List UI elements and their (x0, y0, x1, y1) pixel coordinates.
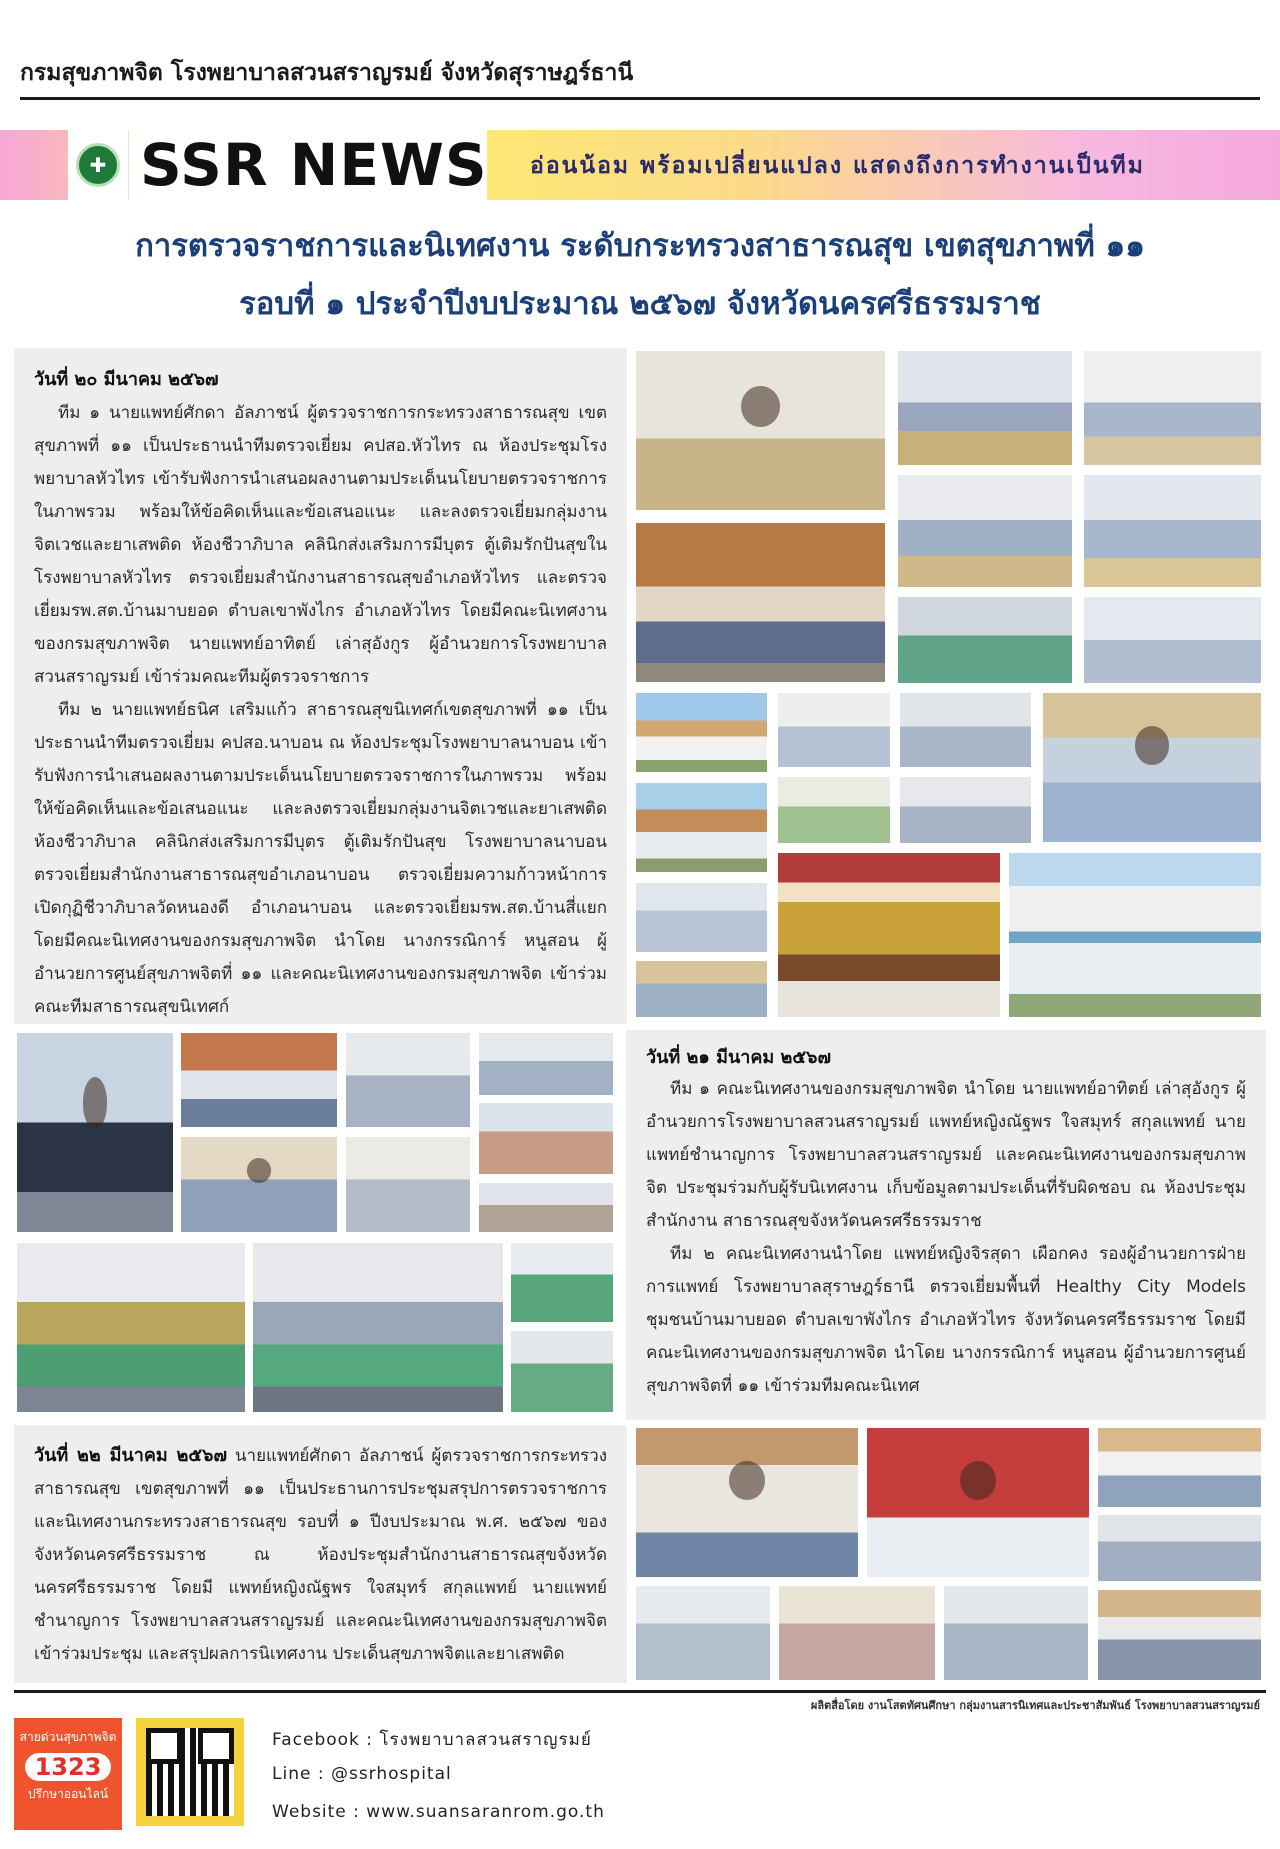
photo-conference-hall (1095, 1587, 1264, 1683)
line-contact: Line : @ssrhospital (272, 1764, 452, 1784)
photo-meeting (343, 1134, 473, 1235)
photo-speaker (178, 1134, 340, 1235)
photo-meeting (941, 1583, 1091, 1683)
hotline-subtitle: ปรึกษาออนไลน์ (27, 1787, 109, 1801)
photo-meeting-green (895, 594, 1075, 686)
day1-panel (14, 348, 627, 1024)
headline-line-1: การตรวจราชการและนิเทศงาน ระดับกระทรวงสาธารณสุข เขตสุขภาพที่ ๑๑ (135, 228, 1145, 264)
day1-team1-paragraph: ทีม ๑ นายแพทย์ศักดา อัลภาชน์ ผู้ตรวจราชการกระทรวงสาธารณสุข เขตสุขภาพที่ ๑๑ เป็นประธานนำทีมตรวจเยี่ยม คปสอ.หัวไทร ณ ห้องประชุมโรงพยาบาลหัวไทร เข้ารับฟังการนำเสนอผลงานตามประเด็นนโยบายตรวจราชการในภาพรวม พร้อมให้ข้อคิดเห็นและข้อเสนอแนะ และลงตรวจเยี่ยมกลุ่มงานจิตเวชและยาเสพติด ห้องชีวาภิบาล คลินิกส่งเสริมการมีบุตร ตู้เติมรักปันสุขในโรงพยาบาลหัวไทร ตรวจเยี่ยมสำนักงานสาธารณสุขอำเภอหัวไทร และตรวจเยี่ยมรพ.สต.บ้านมาบยอด ตำบลเขาพังไกร อำเภอหัวไทร โดยมีคณะนิเทศงานของกรมสุขภาพจิต นายแพทย์อาทิตย์ เล่าสุอังกูร ผู้อำนวยการโรงพยาบาลสวนสราญรมย์ เข้าร่วมคณะทีมผู้ตรวจราชการ (34, 403, 607, 687)
day2-body (646, 1073, 1246, 1403)
day3-panel (14, 1425, 627, 1683)
photo-meeting (775, 774, 893, 846)
photo-conference-hall (508, 1328, 616, 1415)
photo-conference-hall (250, 1240, 506, 1415)
photo-group (633, 958, 770, 1020)
headline-line-2: รอบที่ ๑ ประจำปีงบประมาณ ๒๕๖๗ จังหวัดนครศรีธรรมราช (239, 286, 1041, 322)
hotline-title: สายด่วนสุขภาพจิต (19, 1730, 117, 1744)
photo-meeting (476, 1100, 616, 1177)
day2-date: วันที่ ๒๑ มีนาคม ๒๕๖๗ (646, 1047, 832, 1068)
footer-divider (14, 1690, 1266, 1693)
photo-meeting (776, 1583, 938, 1683)
day2-panel (626, 1030, 1266, 1420)
department-of-mental-health-logo-icon: ✚ (76, 143, 120, 187)
day3-date: วันที่ ๒๒ มีนาคม ๒๕๖๗ (34, 1445, 227, 1466)
photo-meeting-chair (633, 1425, 861, 1580)
photo-speaker (1040, 690, 1264, 845)
photo-meeting-room (895, 472, 1075, 590)
hotline-number: 1323 (25, 1753, 112, 1781)
day2-team2-paragraph: ทีม ๒ คณะนิเทศงานนำโดย แพทย์หญิงจิรสุดา เผือกคง รองผู้อำนวยการฝ่ายการแพทย์ โรงพยาบาลสุราษฎร์ธานี ตรวจเยี่ยมพื้นที่ Healthy City Models ชุมชนบ้านมาบยอด ตำบลเขาพังไกร อำเภอหัวไทร จังหวัดนครศรีธรรมราช โดยมีคณะนิเทศงานของกรมสุขภาพจิต นำโดย นางกรรณิการ์ หนูสอน ผู้อำนวยการศูนย์สุขภาพจิตที่ ๑๑ เข้าร่วมทีมคณะนิเทศ (646, 1244, 1246, 1396)
photo-meeting-chair (633, 348, 888, 513)
slogan: อ่อนน้อม พร้อมเปลี่ยนแปลง แสดงถึงการทำงานเป็นทีม (530, 153, 1145, 179)
newsletter-name: SSR NEWS (140, 131, 488, 199)
production-credit: ผลิตสื่อโดย งานโสตทัศนศึกษา กลุ่มงานสารนิเทศและประชาสัมพันธ์ โรงพยาบาลสวนสราญรมย์ (810, 1699, 1260, 1712)
newsletter-banner (0, 130, 1280, 200)
photo-meeting (178, 1030, 340, 1130)
photo-meeting-room (895, 348, 1075, 468)
photo-group-building (633, 520, 888, 685)
website-contact: Website : www.suansaranrom.go.th (272, 1802, 605, 1822)
photo-award-ceremony (864, 1425, 1092, 1580)
photo-meeting (897, 774, 1034, 846)
photo-meeting (897, 690, 1034, 770)
photo-meeting (633, 1583, 773, 1683)
photo-meeting (775, 690, 893, 770)
day1-date: วันที่ ๒๐ มีนาคม ๒๕๖๗ (34, 369, 219, 390)
day2-team1-paragraph: ทีม ๑ คณะนิเทศงานของกรมสุขภาพจิต นำโดย นายแพทย์อาทิตย์ เล่าสุอังกูร ผู้อำนวยการโรงพยาบาลสวนสราญรมย์ แพทย์หญิงณัฐพร ใจสมุทร์ สกุลแพทย์ นายแพทย์ชำนาญการ โรงพยาบาลสวนสราญรมย์ และคณะนิเทศงานของกรมสุขภาพจิต ประชุมร่วมกับผู้รับนิเทศงาน เก็บข้อมูลตามประเด็นที่รับผิดชอบ ณ ห้องประชุมสำนักงาน สาธารณสุขจังหวัดนครศรีธรรมราช (646, 1079, 1246, 1231)
day3-paragraph: นายแพทย์ศักดา อัลภาชน์ ผู้ตรวจราชการกระทรวงสาธารณสุข เขตสุขภาพที่ ๑๑ เป็นประธานการประชุมสรุปการตรวจราชการและนิเทศงานกระทรวงสาธารณสุข รอบที่ ๑ ปีงบประมาณ พ.ศ. ๒๕๖๗ ของจังหวัดนครศรีธรรมราช ณ ห้องประชุมสำนักงานสาธารณสุขจังหวัดนครศรีธรรมราช โดยมี แพทย์หญิงณัฐพร ใจสมุทร์ สกุลแพทย์ นายแพทย์ชำนาญการ โรงพยาบาลสวนสราญรมย์ และคณะนิเทศงานของกรมสุขภาพจิต เข้าร่วมประชุม และสรุปผลการนิเทศงาน ประเด็นสุขภาพจิตและยาเสพติด (34, 1446, 607, 1664)
qr-code-frame (136, 1718, 244, 1826)
photo-temple-buddha (775, 850, 1003, 1020)
agency-title: กรมสุขภาพจิต โรงพยาบาลสวนสราญรมย์ จังหวัดสุราษฎร์ธานี (20, 60, 634, 86)
photo-group-outdoor (633, 780, 770, 875)
mental-health-hotline-badge (14, 1718, 122, 1830)
photo-group-hospital (1006, 850, 1264, 1020)
logo-box (68, 130, 128, 200)
photo-meeting (343, 1030, 473, 1130)
qr-code-icon (146, 1728, 234, 1816)
photo-group-outdoor (633, 690, 770, 775)
day3-body (34, 1439, 607, 1671)
photo-speaker-laptop (14, 1030, 176, 1235)
photo-meeting (476, 1180, 616, 1235)
header-divider (20, 97, 1260, 100)
day1-team2-paragraph: ทีม ๒ นายแพทย์ธนิศ เสริมแก้ว สาธารณสุขนิเทศก์เขตสุขภาพที่ ๑๑ เป็นประธานนำทีมตรวจเยี่ยม คปสอ.นาบอน ณ ห้องประชุมโรงพยาบาลนาบอน เข้ารับฟังการนำเสนอผลงานตามประเด็นนโยบายตรวจราชการในภาพรวม พร้อมให้ข้อคิดเห็นและข้อเสนอแนะ และลงตรวจเยี่ยมกลุ่มงานจิตเวชและยาเสพติด ห้องชีวาภิบาล คลินิกส่งเสริมการมีบุตร ตู้เติมรักปันสุข โรงพยาบาลนาบอน ตรวจเยี่ยมสำนักงานสาธารณสุขอำเภอนาบอน ตรวจเยี่ยมความก้าวหน้าการเปิดกุฏิชีวาภิบาลวัดหนองดี อำเภอนาบอน และตรวจเยี่ยมรพ.สต.บ้านสี่แยก โดยมีคณะนิเทศงานของกรมสุขภาพจิต นำโดย นางกรรณิการ์ หนูสอน ผู้อำนวยการศูนย์สุขภาพจิตที่ ๑๑ และคณะนิเทศงานของกรมสุขภาพจิต เข้าร่วมคณะทีมสาธารณสุขนิเทศก์ (34, 700, 607, 1017)
photo-conference-hall (508, 1240, 616, 1325)
photo-meeting-room (1081, 348, 1264, 468)
photo-group (633, 880, 770, 955)
photo-conference-hall (14, 1240, 248, 1415)
day1-body (34, 397, 607, 1024)
photo-meeting-room (1081, 472, 1264, 590)
photo-meeting (476, 1030, 616, 1098)
facebook-contact: Facebook : โรงพยาบาลสวนสราญรมย์ (272, 1730, 592, 1750)
photo-conference-hall (1095, 1512, 1264, 1584)
photo-visit (1081, 594, 1264, 686)
photo-conference-hall (1095, 1425, 1264, 1510)
